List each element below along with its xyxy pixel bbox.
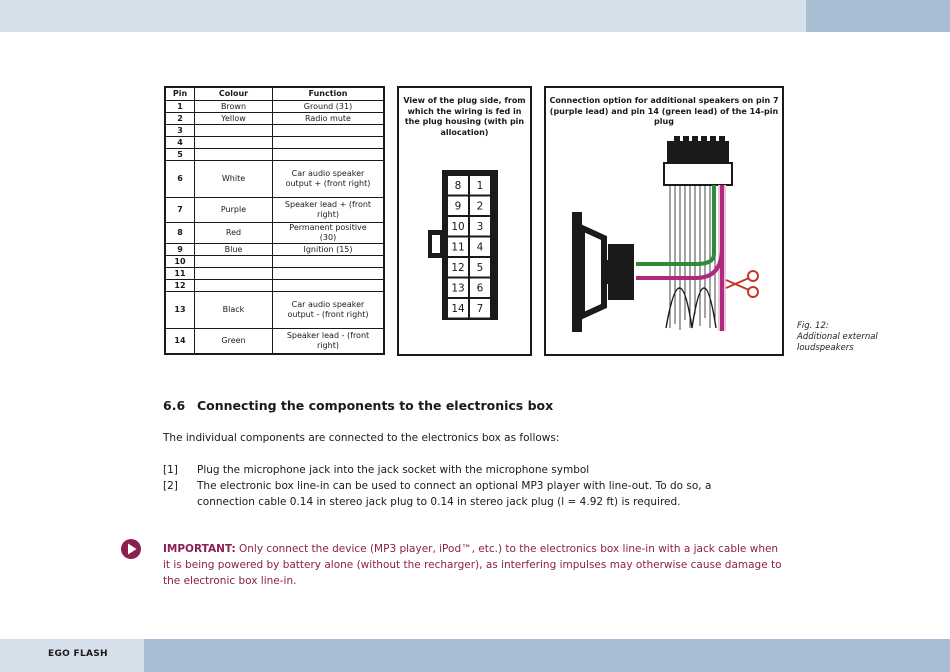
cell-colour: Blue xyxy=(195,244,273,256)
cell-function xyxy=(273,137,385,149)
cell-colour: Green xyxy=(195,329,273,355)
table-row xyxy=(165,256,384,268)
connection-panel xyxy=(544,86,784,356)
cell-function: Ignition (15) xyxy=(273,244,385,256)
cell-colour: White xyxy=(195,161,273,198)
plug-pin-number: 2 xyxy=(476,200,484,213)
plug-pin-number: 5 xyxy=(476,262,484,274)
cell-pin: 11 xyxy=(165,268,195,280)
cell-pin: 7 xyxy=(165,198,195,223)
cell-function: Car audio speaker output + (front right) xyxy=(273,161,385,198)
cell-function xyxy=(273,149,385,161)
cell-pin: 9 xyxy=(165,244,195,256)
cell-colour xyxy=(195,268,273,280)
pin-allocation-table xyxy=(164,86,385,355)
cell-pin: 12 xyxy=(165,280,195,292)
table-row xyxy=(165,223,384,244)
speaker-icon xyxy=(572,212,634,332)
plug-pin-number: 10 xyxy=(451,221,465,233)
cell-colour: Brown xyxy=(195,101,273,113)
table-row xyxy=(165,149,384,161)
cell-function xyxy=(273,125,385,137)
cell-function: Speaker lead - (front right) xyxy=(273,329,385,355)
table-row xyxy=(165,244,384,256)
table-row xyxy=(165,329,384,355)
connector-plug xyxy=(664,136,732,185)
table-row xyxy=(165,198,384,223)
important-note xyxy=(163,541,783,589)
cell-colour xyxy=(195,280,273,292)
important-label: IMPORTANT: xyxy=(163,543,236,555)
cell-function xyxy=(273,256,385,268)
important-arrow-icon xyxy=(120,538,142,560)
cell-colour xyxy=(195,137,273,149)
cell-colour: Yellow xyxy=(195,113,273,125)
figure-number: Fig. 12: xyxy=(797,321,829,331)
plug-pin-number: 6 xyxy=(476,282,484,295)
cell-colour: Red xyxy=(195,223,273,244)
cell-function: Speaker lead + (front right) xyxy=(273,198,385,223)
list-item-text: Plug the microphone jack into the jack socket with the microphone symbol xyxy=(197,464,590,476)
header-pin: Pin xyxy=(165,87,195,101)
cell-function: Permanent positive (30) xyxy=(273,223,385,244)
cell-function: Car audio speaker output - (front right) xyxy=(273,292,385,329)
list-item-number: [1] xyxy=(163,464,178,476)
figure-title-line1: Additional external xyxy=(797,332,878,342)
cell-pin: 1 xyxy=(165,101,195,113)
section-number: 6.6 xyxy=(163,398,186,413)
table-row xyxy=(165,292,384,329)
table-row xyxy=(165,280,384,292)
cell-colour: Black xyxy=(195,292,273,329)
cell-pin: 14 xyxy=(165,329,195,355)
cell-pin: 3 xyxy=(165,125,195,137)
table-row xyxy=(165,113,384,125)
figure-title-line2: loudspeakers xyxy=(797,343,854,353)
plug-latch-hole xyxy=(432,235,440,253)
cell-function: Ground (31) xyxy=(273,101,385,113)
section-heading xyxy=(163,398,553,413)
cell-colour xyxy=(195,125,273,137)
plug-pin-number: 4 xyxy=(476,241,484,254)
top-banner xyxy=(0,0,806,32)
plug-pin-number: 7 xyxy=(476,303,484,315)
list-item-text: The electronic box line-in can be used to connect an optional MP3 player with line-out. To do so, a connection cable 0.14 in stereo jack plug to 0.14 in stereo jack plug (l = 4.92 ft) is required. xyxy=(197,480,712,508)
cell-pin: 2 xyxy=(165,113,195,125)
plug-pin-number: 8 xyxy=(454,180,462,192)
plug-diagram xyxy=(399,88,530,354)
cell-pin: 13 xyxy=(165,292,195,329)
table-row xyxy=(165,101,384,113)
plug-pin-number: 13 xyxy=(451,282,465,295)
connection-diagram xyxy=(546,88,782,354)
section-intro: The individual components are connected to the electronics box as follows: xyxy=(163,432,560,444)
plug-pin-number: 14 xyxy=(451,303,465,315)
footer-right-band xyxy=(144,639,950,672)
header-function: Function xyxy=(273,87,385,101)
cell-colour xyxy=(195,149,273,161)
plug-pin-number: 1 xyxy=(476,180,484,192)
cell-pin: 10 xyxy=(165,256,195,268)
top-banner-accent xyxy=(806,0,950,32)
connection-caption: Connection option for additional speakers on pin 7 (purple lead) and pin 14 (green lead) of the 14-pin plug xyxy=(549,96,779,126)
cell-colour xyxy=(195,256,273,268)
footer-title: EGO FLASH xyxy=(48,649,108,659)
header-colour: Colour xyxy=(195,87,273,101)
table-row xyxy=(165,268,384,280)
cell-function: Radio mute xyxy=(273,113,385,125)
cell-pin: 4 xyxy=(165,137,195,149)
plug-pin-number: 11 xyxy=(451,241,465,254)
plug-view-panel xyxy=(397,86,532,356)
cell-function xyxy=(273,280,385,292)
important-text: Only connect the device (MP3 player, iPod™, etc.) to the electronics box line-in with a jack cable when it is being powered by battery alone (without the recharger), as interfering impulses may otherwise cause damage to the electronic box line-in. xyxy=(163,543,782,587)
table-row xyxy=(165,125,384,137)
cell-function xyxy=(273,268,385,280)
cell-pin: 5 xyxy=(165,149,195,161)
scissors-icon xyxy=(726,271,758,297)
cell-pin: 8 xyxy=(165,223,195,244)
table-row xyxy=(165,137,384,149)
plug-pin-number: 3 xyxy=(476,221,484,233)
plug-view-caption: View of the plug side, from which the wiring is fed in the plug housing (with pin allocation) xyxy=(403,96,526,137)
plug-pin-number: 12 xyxy=(451,262,465,274)
cell-colour: Purple xyxy=(195,198,273,223)
list-item-number: [2] xyxy=(163,480,178,492)
plug-pin-number: 9 xyxy=(454,200,462,213)
section-title: Connecting the components to the electronics box xyxy=(197,398,554,413)
table-row xyxy=(165,161,384,198)
cell-pin: 6 xyxy=(165,161,195,198)
figure-caption xyxy=(797,321,878,354)
